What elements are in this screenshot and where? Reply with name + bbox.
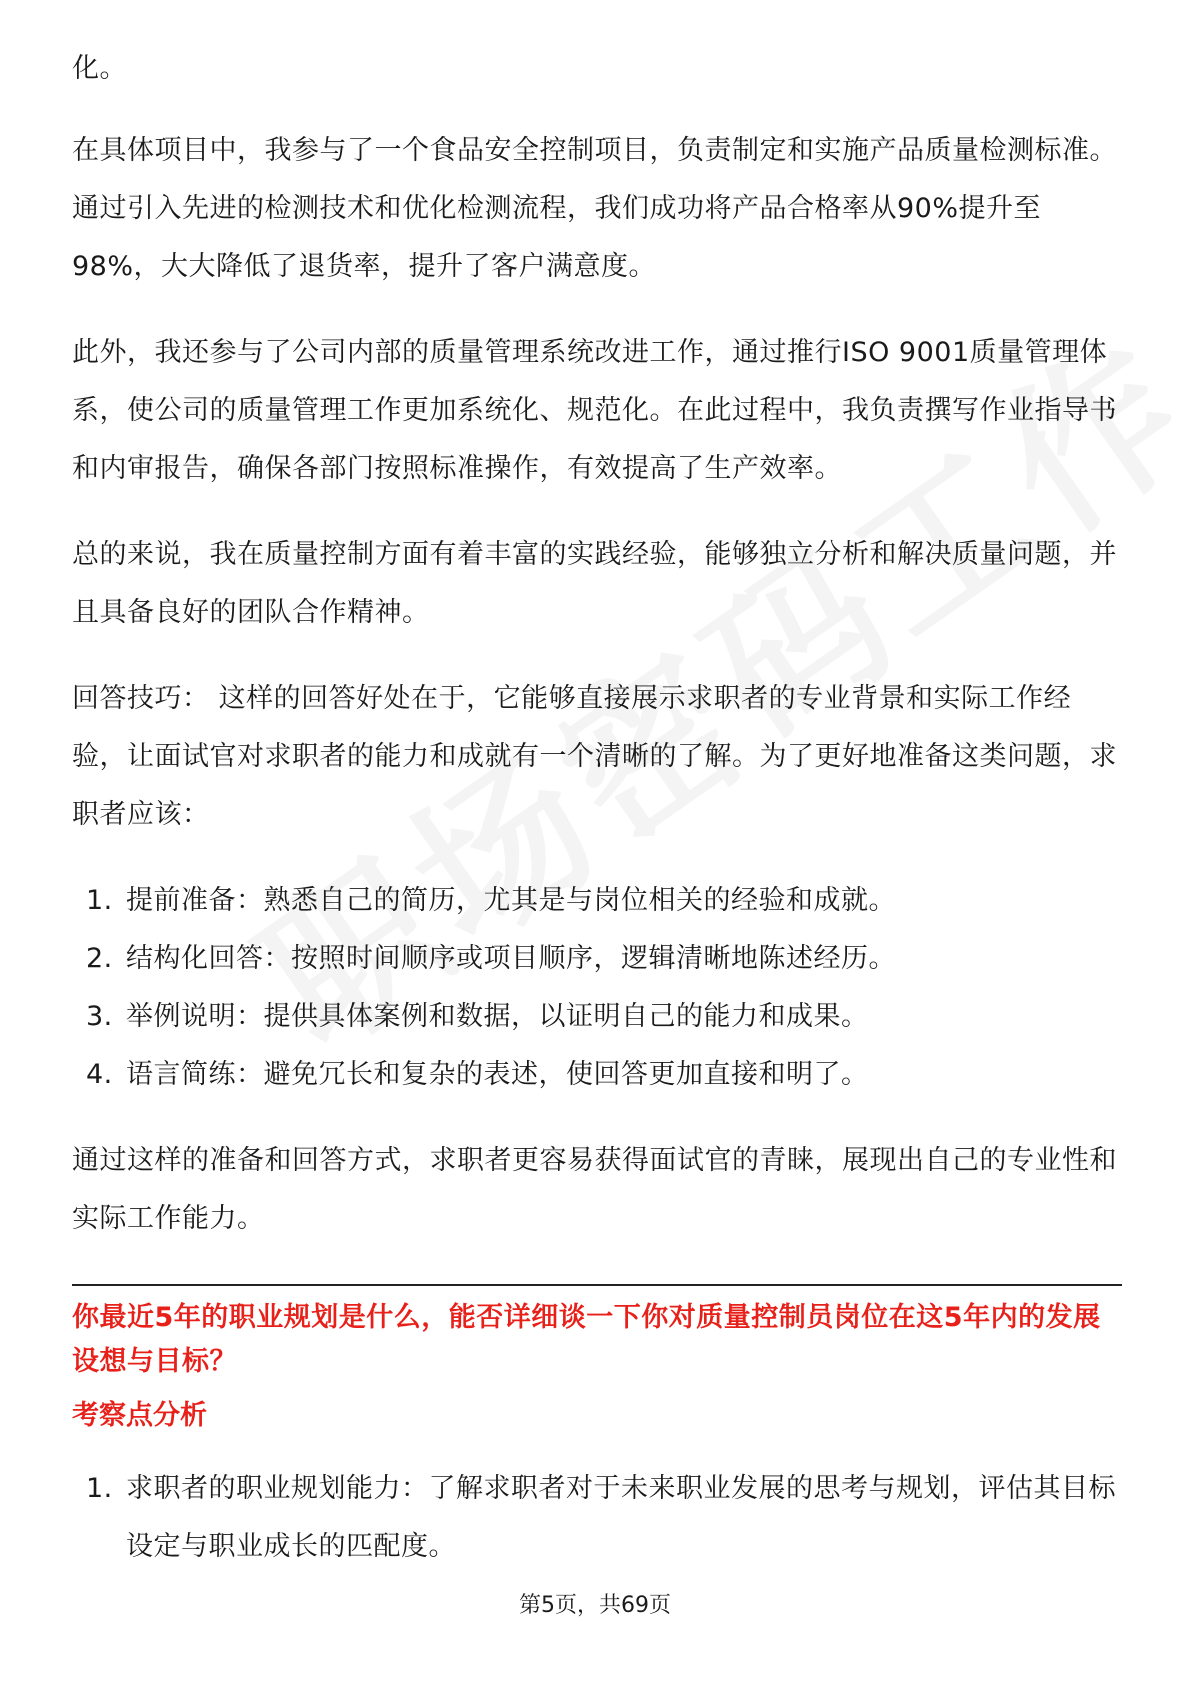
- page-footer: 第5页，共69页: [519, 1593, 671, 1618]
- list-item: [72, 1460, 1122, 1576]
- list-item: [72, 872, 1122, 930]
- list-item-number: 4.: [86, 1059, 113, 1090]
- list-item-text: 举例说明：提供具体案例和数据，以证明自己的能力和成果。: [126, 1001, 869, 1032]
- document-page: [72, 40, 1122, 1604]
- paragraph-answer-tips: 回答技巧： 这样的回答好处在于，它能够直接展示求职者的专业背景和实际工作经验，让面试官对求职者的能力和成就有一个清晰的了解。为了更好地准备这类问题，求职者应该：: [72, 683, 1117, 830]
- paragraph-closing: 通过这样的准备和回答方式，求职者更容易获得面试官的青睐，展现出自己的专业性和实际工作能力。: [72, 1145, 1117, 1234]
- paragraph-summary: 总的来说，我在质量控制方面有着丰富的实践经验，能够独立分析和解决质量问题，并且具备良好的团队合作精神。: [72, 539, 1117, 628]
- analysis-list: [72, 1460, 1122, 1576]
- question-heading: 你最近5年的职业规划是什么，能否详细谈一下你对质量控制员岗位在这5年内的发展设想与目标？: [72, 1302, 1101, 1377]
- list-item-number: 2.: [86, 943, 113, 974]
- list-item-text: 语言简练：避免冗长和复杂的表述，使回答更加直接和明了。: [126, 1059, 869, 1090]
- list-item-number: 1.: [86, 885, 113, 916]
- list-item: [72, 988, 1122, 1046]
- analysis-heading: 考察点分析: [72, 1400, 207, 1431]
- list-item-text: 求职者的职业规划能力：了解求职者对于未来职业发展的思考与规划，评估其目标设定与职业成长的匹配度。: [126, 1473, 1116, 1562]
- list-item: [72, 1046, 1122, 1104]
- list-item-number: 1.: [86, 1473, 113, 1504]
- paragraph-project-experience: 在具体项目中，我参与了一个食品安全控制项目，负责制定和实施产品质量检测标准。通过引入先进的检测技术和优化检测流程，我们成功将产品合格率从90%提升至98%，大大降低了退货率，提升了客户满意度。: [72, 135, 1117, 282]
- paragraph-qms-improvement: 此外，我还参与了公司内部的质量管理系统改进工作，通过推行ISO 9001质量管理体系，使公司的质量管理工作更加系统化、规范化。在此过程中，我负责撰写作业指导书和内审报告，确保各部门按照标准操作，有效提高了生产效率。: [72, 337, 1117, 484]
- tips-list: [72, 872, 1122, 1104]
- list-item-text: 结构化回答：按照时间顺序或项目顺序，逻辑清晰地陈述经历。: [126, 943, 896, 974]
- list-item-number: 3.: [86, 1001, 113, 1032]
- list-item-text: 提前准备：熟悉自己的简历，尤其是与岗位相关的经验和成就。: [126, 885, 896, 916]
- paragraph-continuation: 化。: [72, 53, 127, 84]
- section-divider: [72, 1284, 1122, 1286]
- list-item: [72, 930, 1122, 988]
